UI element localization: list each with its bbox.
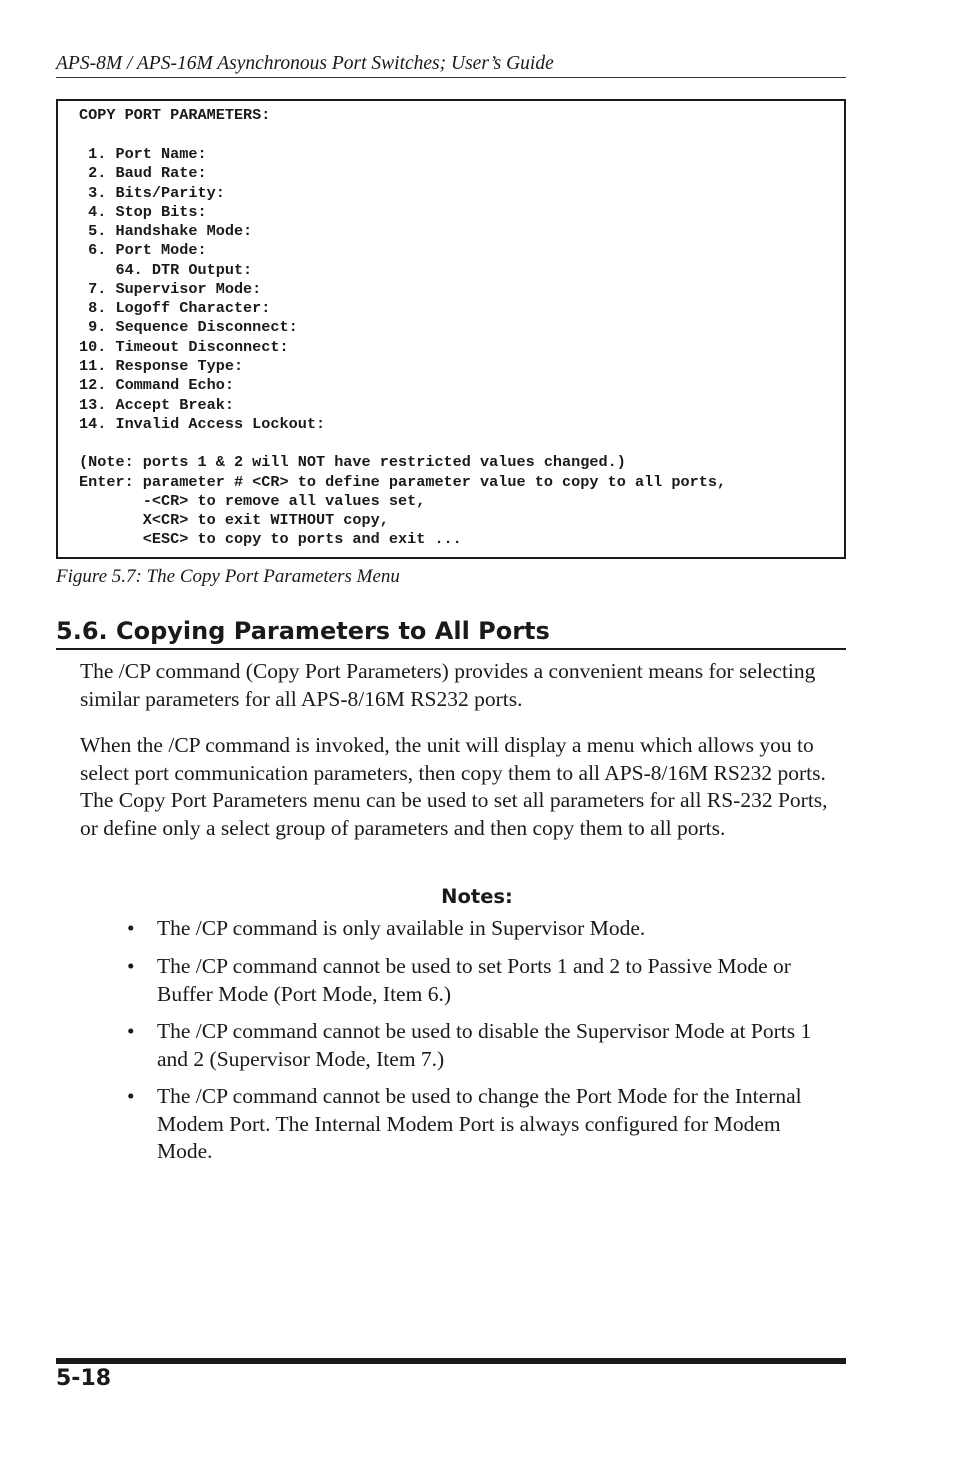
menu-item-invalid-access-lockout: 14. Invalid Access Lockout: (79, 415, 326, 433)
menu-item-command-echo: 12. Command Echo: (79, 376, 234, 394)
terminal-enter-prompt: Enter: parameter # <CR> to define parameter value to copy to all ports, (79, 473, 727, 491)
note-text: The /CP command cannot be used to disable the Supervisor Mode at Ports 1 and 2 (Supervisor Mode, Item 7.) (157, 1019, 812, 1071)
section-heading: 5.6. Copying Parameters to All Ports (56, 614, 846, 650)
bullet-icon: • (127, 954, 135, 978)
body-paragraph: When the /CP command is invoked, the unit will display a menu which allows you to select port communication parameters, then copy them to all APS-8/16M RS232 ports. The Copy Port Parameters menu can be used to set all parameters for all RS-232 Ports, or define only a select group of parameters and then copy them to all ports. (80, 733, 828, 841)
menu-item-baud-rate: 2. Baud Rate: (79, 164, 207, 182)
menu-item-accept-break: 13. Accept Break: (79, 396, 234, 414)
menu-item-stop-bits: 4. Stop Bits: (79, 203, 207, 221)
menu-item-bits-parity: 3. Bits/Parity: (79, 184, 225, 202)
menu-item-timeout-disconnect: 10. Timeout Disconnect: (79, 338, 289, 356)
bullet-icon: • (127, 1084, 135, 1108)
terminal-screen (56, 99, 846, 559)
menu-item-logoff-character: 8. Logoff Character: (79, 299, 271, 317)
menu-item-supervisor-mode: 7. Supervisor Mode: (79, 280, 262, 298)
menu-item-handshake-mode: 5. Handshake Mode: (79, 222, 253, 240)
bullet-icon: • (127, 1019, 135, 1043)
note-text: The /CP command cannot be used to change the Port Mode for the Internal Modem Port. The Internal Modem Port is always configured for Modem Mode. (157, 1084, 802, 1164)
terminal-title: COPY PORT PARAMETERS: (79, 106, 271, 124)
menu-item-response-type: 11. Response Type: (79, 357, 244, 375)
note-text: The /CP command is only available in Supervisor Mode. (157, 916, 646, 940)
terminal-copy-exit-option: <ESC> to copy to ports and exit ... (79, 530, 462, 548)
terminal-remove-option: -<CR> to remove all values set, (79, 492, 426, 510)
running-header: APS-8M / APS-16M Asynchronous Port Switches; User’s Guide (56, 51, 846, 78)
notes-heading: Notes: (441, 885, 513, 908)
figure-caption: Figure 5.7: The Copy Port Parameters Menu (56, 566, 400, 587)
body-paragraph: The /CP command (Copy Port Parameters) provides a convenient means for selecting similar parameters for all APS-8/16M RS232 ports. (80, 659, 816, 711)
footer-rule (56, 1358, 846, 1364)
note-text: The /CP command cannot be used to set Ports 1 and 2 to Passive Mode or Buffer Mode (Port Mode, Item 6.) (157, 954, 791, 1006)
terminal-exit-option: X<CR> to exit WITHOUT copy, (79, 511, 389, 529)
menu-item-sequence-disconnect: 9. Sequence Disconnect: (79, 318, 298, 336)
page-number: 5-18 (56, 1366, 112, 1391)
menu-item-port-name: 1. Port Name: (79, 145, 207, 163)
terminal-note-line: (Note: ports 1 & 2 will NOT have restricted values changed.) (79, 453, 626, 471)
bullet-icon: • (127, 916, 135, 940)
menu-item-dtr-output: 64. DTR Output: (79, 261, 253, 279)
menu-item-port-mode: 6. Port Mode: (79, 241, 207, 259)
